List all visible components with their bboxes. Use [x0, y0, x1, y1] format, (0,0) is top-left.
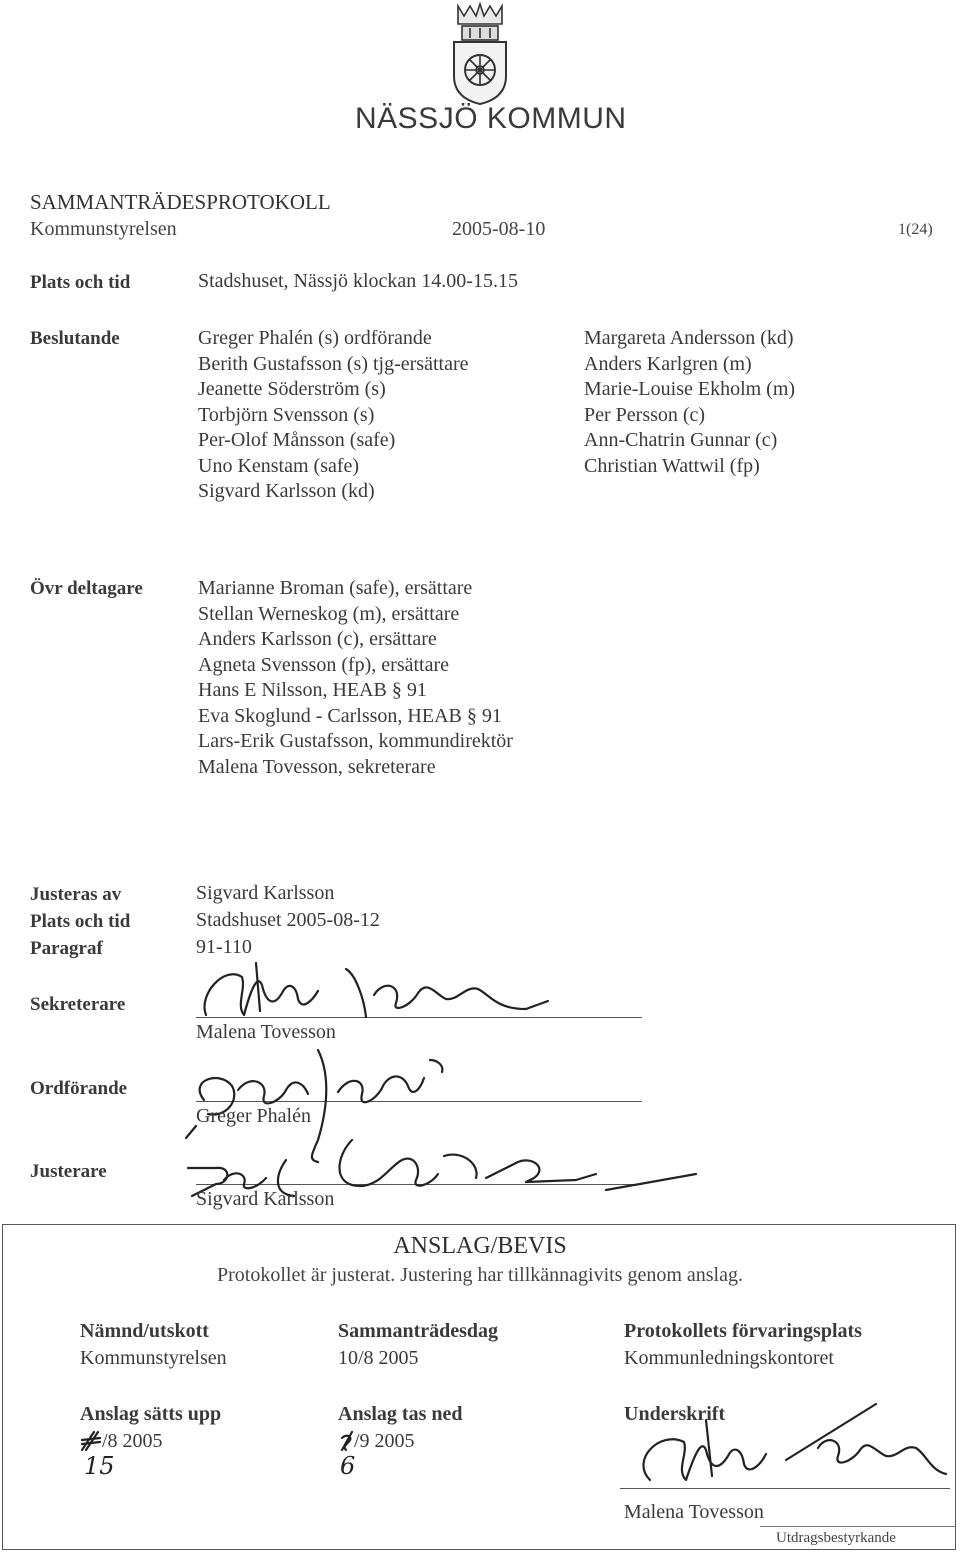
signature-label: Underskrift [624, 1403, 726, 1425]
adjust-place-label: Plats och tid [30, 911, 131, 932]
adjuster-name: Sigvard Karlsson [196, 1188, 335, 1210]
list-item: Jeanette Söderström (s) [198, 378, 386, 400]
list-item: Torbjörn Svensson (s) [198, 403, 375, 426]
posted-label: Anslag sätts upp [80, 1403, 222, 1425]
committee-label: Nämnd/utskott [80, 1320, 209, 1342]
list-item: Lars-Erik Gustafsson, kommundirektör [198, 730, 513, 752]
meeting-date-label: Sammanträdesdag [338, 1320, 499, 1342]
notice-title: ANSLAG/BEVIS [393, 1233, 567, 1259]
secretary-name: Malena Tovesson [196, 1021, 336, 1043]
chair-label: Ordförande [30, 1078, 128, 1099]
decision-makers-label: Beslutande [30, 328, 120, 349]
place-time-label: Plats och tid [30, 272, 131, 293]
list-item: Hans E Nilsson, HEAB § 91 [198, 679, 427, 701]
decision-makers-left-list [198, 326, 468, 505]
page-number: 1(24) [898, 221, 933, 238]
secretary-label: Sekreterare [30, 994, 126, 1015]
notice-signature-icon [620, 1390, 950, 1500]
storage-label: Protokollets förvaringsplats [624, 1320, 862, 1342]
paragraph-label: Paragraf [30, 938, 103, 959]
footer-certification: Utdragsbestyrkande [776, 1530, 896, 1546]
notice-signature-name: Malena Tovesson [624, 1501, 764, 1523]
posted-handwritten-day: 15 [84, 1452, 115, 1480]
list-item: Eva Skoglund - Carlsson, HEAB § 91 [198, 704, 502, 727]
list-item: Uno Kenstam (safe) [198, 454, 360, 477]
adjust-place-value: Stadshuset 2005-08-12 [196, 909, 380, 931]
other-participants-list [198, 576, 513, 780]
list-item: Malena Tovesson, sekreterare [198, 755, 436, 778]
storage-value: Kommunledningskontoret [624, 1347, 834, 1369]
list-item: Agneta Svensson (fp), ersättare [198, 653, 450, 676]
list-item: Christian Wattwil (fp) [584, 454, 760, 477]
footer-line [760, 1526, 956, 1527]
removed-handwritten-day: 6 [340, 1452, 356, 1480]
list-item: Anders Karlsson (c), ersättare [198, 628, 437, 650]
notice-text: Protokollet är justerat. Justering har tillkännagivits genom anslag. [216, 1264, 743, 1286]
committee-value: Kommunstyrelsen [80, 1347, 227, 1369]
place-time-value: Stadshuset, Nässjö klockan 14.00-15.15 [198, 270, 518, 292]
posted-value: /8 2005 [102, 1430, 163, 1452]
committee-name: Kommunstyrelsen [30, 218, 177, 240]
meeting-date-value: 10/8 2005 [338, 1347, 419, 1369]
coat-of-arms-icon [440, 2, 520, 106]
meeting-date: 2005-08-10 [452, 218, 546, 240]
list-item: Per Persson (c) [584, 403, 706, 426]
list-item: Anders Karlgren (m) [584, 352, 752, 375]
adjuster-label: Justerare [30, 1161, 107, 1182]
removed-value: /9 2005 [354, 1430, 415, 1452]
list-item: Berith Gustafsson (s) tjg-ersättare [198, 352, 469, 375]
removed-label: Anslag tas ned [338, 1403, 463, 1425]
adjusted-by-label: Justeras av [30, 884, 122, 905]
document-type: SAMMANTRÄDESPROTOKOLL [30, 190, 331, 214]
paragraph-value: 91-110 [196, 936, 252, 958]
posted-day-strikeout-icon [80, 1430, 102, 1452]
list-item: Sigvard Karlsson (kd) [198, 480, 375, 502]
adjusted-by-value: Sigvard Karlsson [196, 882, 335, 904]
list-item: Greger Phalén (s) ordförande [198, 327, 432, 349]
other-participants-label: Övr deltagare [30, 578, 143, 599]
list-item: Stellan Werneskog (m), ersättare [198, 602, 460, 625]
list-item: Margareta Andersson (kd) [584, 327, 794, 349]
list-item: Per-Olof Månsson (safe) [198, 429, 396, 451]
removed-day-strikeout-icon [340, 1430, 354, 1452]
decision-makers-right-list [584, 326, 795, 479]
municipality-name: NÄSSJÖ KOMMUN [355, 102, 627, 135]
list-item: Marie-Louise Ekholm (m) [584, 378, 796, 400]
chair-name: Greger Phalén [196, 1105, 311, 1127]
list-item: Ann-Chatrin Gunnar (c) [584, 429, 778, 451]
list-item: Marianne Broman (safe), ersättare [198, 577, 473, 599]
